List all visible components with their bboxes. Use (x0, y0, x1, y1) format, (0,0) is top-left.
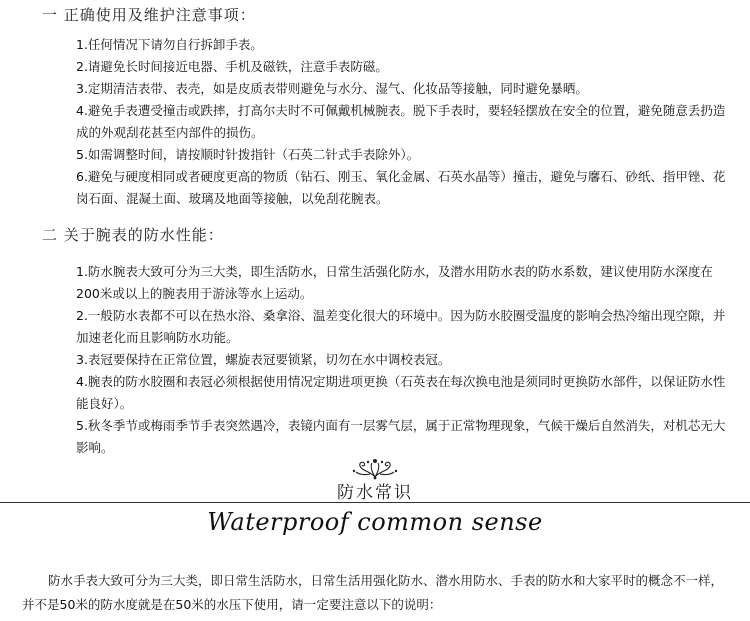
list-item: 3.定期清洁表带、表壳，如是皮质表带则避免与水分、湿气、化妆品等接触，同时避免暴晒。 (76, 81, 588, 96)
banner-cn-title: 防水常识 (337, 483, 413, 503)
list-item: 4.避免手表遭受撞击或跌摔，打高尔夫时不可佩戴机械腕表。脱下手表时，要轻轻摆放在安全的位置，避免随意丢扔造成的外观刮花甚至内部件的损伤。 (76, 103, 726, 140)
list-item: 1.防水腕表大致可分为三大类，即生活防水，日常生活强化防水，及潜水用防水表的防水系数，建议使用防水深度在200米或以上的腕表用于游泳等水上运动。 (76, 264, 713, 301)
section2-list (76, 261, 726, 459)
list-item: 3.表冠要保持在正常位置，螺旋表冠要锁紧，切勿在水中调校表冠。 (76, 352, 451, 367)
section2-heading: 二 关于腕表的防水性能： (42, 226, 224, 244)
list-item: 1.任何情况下请勿自行拆卸手表。 (76, 37, 263, 52)
divider (0, 502, 750, 503)
list-item: 5.秋冬季节或梅雨季节手表突然遇冷，表镜内面有一层雾气层，属于正常物理现象，气候干燥后自然消失，对机芯无大影响。 (76, 418, 726, 455)
list-item: 5.如需调整时间，请按顺时针拨指针（石英二针式手表除外）。 (76, 147, 420, 162)
banner-en-title: Waterproof common sense (207, 508, 543, 536)
section1-list (76, 34, 726, 210)
list-item: 2.请避免长时间接近电器、手机及磁铁，注意手表防磁。 (76, 59, 388, 74)
list-item: 2.一般防水表都不可以在热水浴、桑拿浴、温差变化很大的环境中。因为防水胶圈受温度的影响会热冷缩出现空隙，并加速老化而且影响防水功能。 (76, 308, 726, 345)
section1-heading: 一 正确使用及维护注意事项： (42, 6, 256, 24)
list-item: 6.避免与硬度相同或者硬度更高的物质（钻石、刚玉、氧化金属、石英水晶等）撞击，避免与黁石、砂纸、指甲锉、花岗石面、混凝土面、玻璃及地面等接触，以免刮花腕表。 (76, 169, 726, 206)
list-item: 4.腕表的防水胶圈和表冠必须根据使用情况定期进项更换（石英表在每次换电池是须同时更换防水部件，以保证防水性能良好）。 (76, 374, 726, 411)
intro-paragraph: 防水手表大致可分为三大类，即日常生活防水，日常生活用强化防水、潜水用防水、手表的防水和大家平时的概念不一样，并不是50米的防水度就是在50米的水压下使用，请一定要注意以下的说明： (22, 573, 724, 612)
